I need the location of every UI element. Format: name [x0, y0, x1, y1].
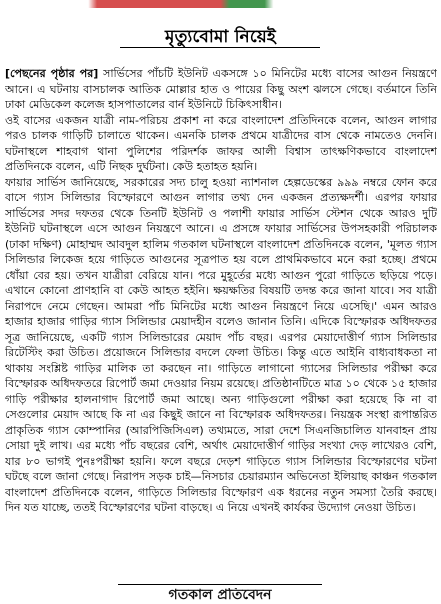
article-headline: মৃত্যুবোমা নিয়েই	[165, 27, 276, 47]
headline-underline	[120, 47, 320, 48]
article-body	[5, 66, 437, 584]
next-article-headline-cut: গতকাল প্রতিবেদন	[168, 588, 272, 603]
article-paragraph-3: ফায়ার সার্ভিস জানিয়েছে, সরকারের সদ্য চালু হওয়া ন্যাশনাল হেল্পডেস্কের ৯৯৯ নম্বরে ফোন করে বাসে গ্যাস সিলিন্ডার বিস্ফোরণে আগুন লাগার তথ্য দেন একজন প্রত্যক্ষদর্শী। এরপর ফায়ার সার্ভিসের সদর দফতর থেকে তিনটি ইউনিট ও পলাশী ফায়ার সার্ভিস স্টেশন থেকে আরও দুটি ইউনিট ঘটনাস্থলে এসে আগুন নিয়ন্ত্রণে আনে। এ প্রসঙ্গে ফায়ার সার্ভিসের উপসহকারী পরিচালক (ঢাকা দক্ষিণ) মোহাম্মদ আবদুল হালিম গতকাল ঘটনাস্থলে বাংলাদেশ প্রতিদিনকে বলেন, 'মূলত গ্যাস সিলিন্ডার লিকেজ হয়ে গাড়িতে আগুনের সূত্রপাত হয় বলে প্রাথমিকভাবে মনে করা হচ্ছে। প্রথমে ধোঁয়া বের হয়। তখন যাত্রীরা বেরিয়ে যান। পরে মুহূর্তের মধ্যে আগুন পুরো গাড়িতে ছড়িয়ে পড়ে। এখানে কোনো প্রাণহানি বা কেউ আহত হইনি। ক্ষয়ক্ষতির বিষয়টি তদন্ত করে জানা যাবে। সব যাত্রী নিরাপদে নেমে গেছেন। আমরা পাঁচ মিনিটের মধ্যে আগুন নিয়ন্ত্রণে নিয়ে এসেছি।' এমন আরও হাজার হাজার গাড়ির গ্যাস সিলিন্ডার মেয়াদহীন বলেও জানান তিনি। এদিকে বিস্ফোরক অধিদফতর সূত্র জানিয়েছে, একটি গ্যাস সিলিন্ডারের মেয়াদ পাঁচ বছর। এরপর মেয়াদোত্তীর্ণ গ্যাস সিলিন্ডার রিটেস্টিং করা উচিত। প্রয়োজনে সিলিন্ডার বদলে ফেলা উচিত। কিন্তু এতে আইনি বাধ্যবাধকতা না থাকায় সংশ্লিষ্ট গাড়ির মালিক তা করছেন না। গাড়িতে লাগানো গ্যাসের সিলিন্ডার পরীক্ষা করে বিস্ফোরক অধিদফতরে রিপোর্ট জমা দেওয়ার নিয়ম রয়েছে। প্রতিষ্ঠানটিতে মাত্র ১০ থেকে ১৫ হাজার গাড়ি পরীক্ষার হালনাগাদ রিপোর্ট জমা আছে। অন্য গাড়িগুলো পরীক্ষা করা হয়েছে কি না বা সেগুলোর মেয়াদ আছে কি না এর কিছুই জানে না বিস্ফোরক অধিদফতর। নিয়ন্ত্রক সংস্থা রূপান্তরিত প্রাকৃতিক গ্যাস কোম্পানির (আরপিজিসিএল) তথ্যমতে, সারা দেশে সিএনজিচালিত যানবাহন প্রায় সোয়া দুই লাখ। এর মধ্যে পাঁচ বছরের বেশি, অর্থাৎ মেয়াদোত্তীর্ণ গাড়ির সংখ্যা দেড় লাখেরও বেশি, যার ৮০ ভাগই পুনঃপরীক্ষা হয়নি। ফলে বছরে দেড়শ গাড়িতে গ্যাস সিলিন্ডার বিস্ফোরণের ঘটনা ঘটছে বলে জানা গেছে। নিরাপদ সড়ক চাই—নিসচার চেয়ারম্যান অভিনেতা ইলিয়াছ কাঞ্চন গতকাল বাংলাদেশ প্রতিদিনকে বলেন, গাড়িতে সিলিন্ডার বিস্ফোরণ এক ধরনের নতুন সমস্যা তৈরি করছে। দিন যত যাচ্ছে, ততই বিস্ফোরণের ঘটনা বাড়ছে। এ নিয়ে এখনই কার্যকর উদ্যোগ নেওয়া উচিত।	[5, 175, 437, 514]
article-kicker: [পেছনের পৃষ্ঠার পর]	[5, 67, 99, 80]
headline-container	[0, 24, 441, 54]
article-paragraph-1-text: সার্ভিসের পাঁচটি ইউনিট একসঙ্গে ১০ মিনিটের মধ্যে বাসের আগুন নিয়ন্ত্রণে আনে। এ ঘটনায় বাসচালক আতিক মোল্লার হাত ও পায়ের কিছু অংশ ঝলসে গেছে। বর্তমানে তিনি ঢাকা মেডিকেল কলেজ হাসপাতালের বার্ন ইউনিটে চিকিৎসাধীন।	[5, 67, 437, 111]
top-banner	[0, 0, 441, 20]
article-paragraph-1	[5, 66, 437, 113]
article-paragraph-2: ওই বাসের একজন যাত্রী নাম-পরিচয় প্রকাশ না করে বাংলাদেশ প্রতিদিনকে বলেন, আগুন লাগার পরও চালক গাড়িটি চালাতে থাকেন। এমনকি চালক প্রথমে যাত্রীদের বাস থেকে নামতেও দেননি। ঘটনাস্থলে শাহবাগ থানা পুলিশের পরিদর্শক জাফর আলী বিশ্বাস তাৎক্ষণিকভাবে বাংলাদেশ প্রতিদিনকে বলেন, এটি নিছক দুর্ঘটনা। কেউ হতাহত হয়নি।	[5, 113, 437, 173]
banner-strip	[0, 0, 441, 8]
